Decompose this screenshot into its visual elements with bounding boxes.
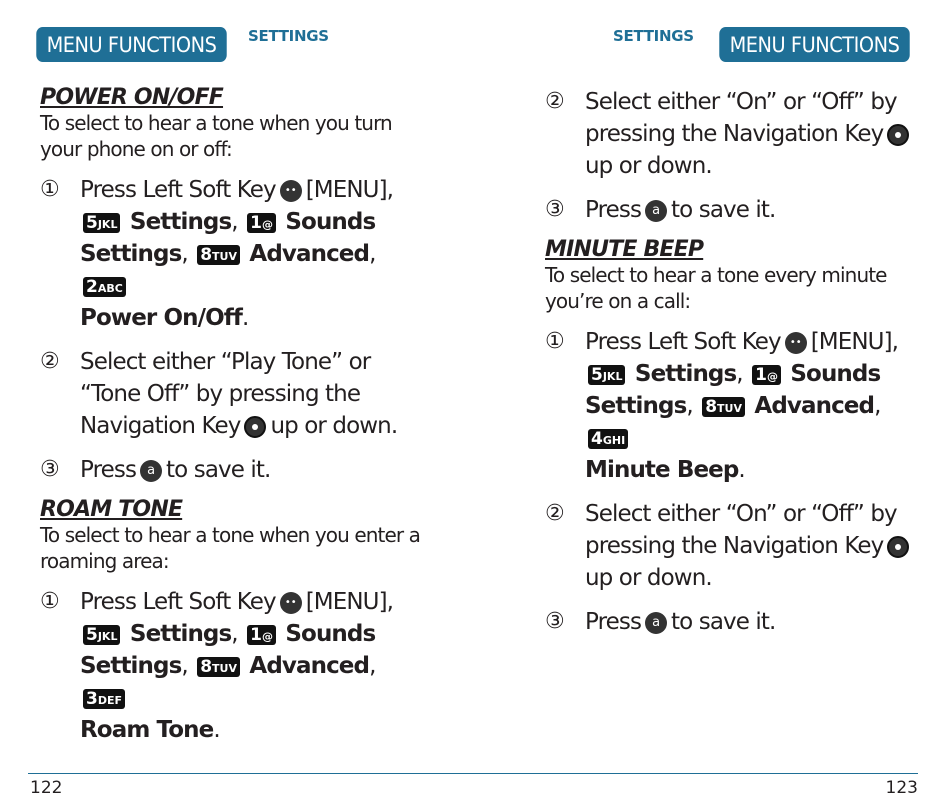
section-label-right: SETTINGS — [613, 27, 694, 45]
left-page — [40, 86, 420, 746]
menu-functions-tab-right: MENU FUNCTIONS — [719, 27, 909, 62]
heading-minute-beep: MINUTE BEEP — [545, 237, 704, 262]
step-text: Select either “On” or “Off” by pressing the Navigation Key — [585, 89, 897, 147]
power-step-1: ① Press Left Soft Key •• [MENU], 5JKL Settings, 1@ Sounds Settings, 8TUV Advanced, 2ABC Power On/Off. — [40, 174, 420, 334]
left-soft-key-icon: •• — [280, 180, 302, 202]
roam-description: To select to hear a tone when you enter a roaming area: — [40, 523, 421, 573]
key-8-icon: 8TUV — [702, 397, 745, 417]
menu-item-settings: Settings — [129, 621, 232, 647]
step-number: ② — [40, 349, 59, 374]
step-number: ① — [545, 329, 564, 354]
power-description: To select to hear a tone when you turn your phone on or off: — [40, 111, 392, 161]
step-number: ③ — [40, 457, 59, 482]
ok-key-icon: a — [645, 200, 667, 222]
key-1-icon: 1@ — [247, 213, 276, 233]
menu-functions-tab-left: MENU FUNCTIONS — [36, 27, 226, 62]
navigation-key-icon — [887, 124, 909, 146]
step-number: ③ — [545, 609, 564, 634]
step-number: ② — [545, 501, 564, 526]
step-text: [MENU], — [810, 329, 899, 355]
key-4-icon: 4GHI — [588, 429, 628, 449]
key-5-icon: 5JKL — [83, 213, 120, 233]
menu-item-sounds-settings: Sounds Settings — [80, 621, 376, 679]
left-soft-key-icon: •• — [785, 332, 807, 354]
key-2-icon: 2ABC — [83, 277, 126, 297]
key-8-icon: 8TUV — [197, 657, 240, 677]
step-text: Select either “On” or “Off” by pressing the Navigation Key — [585, 501, 897, 559]
step-text: to save it. — [166, 457, 271, 483]
menu-item-power-on-off: Power On/Off — [80, 305, 242, 331]
key-3-icon: 3DEF — [83, 689, 125, 709]
step-number: ① — [40, 177, 59, 202]
menu-item-settings: Settings — [634, 361, 737, 387]
minute-description: To select to hear a tone every minute you’re on a call: — [545, 263, 887, 313]
step-text: Press Left Soft Key — [80, 589, 276, 615]
key-1-icon: 1@ — [752, 365, 781, 385]
step-number: ② — [545, 89, 564, 114]
minute-step-2 — [545, 498, 920, 594]
step-text: up or down. — [585, 153, 712, 179]
step-text: [MENU], — [305, 589, 394, 615]
right-page — [545, 86, 920, 638]
menu-item-sounds-settings: Sounds Settings — [585, 361, 881, 419]
menu-item-advanced: Advanced — [754, 393, 875, 419]
step-text: Press Left Soft Key — [585, 329, 781, 355]
key-5-icon: 5JKL — [83, 625, 120, 645]
left-soft-key-icon: •• — [280, 592, 302, 614]
step-text: up or down. — [270, 413, 398, 439]
footer-divider — [28, 773, 918, 774]
step-number: ③ — [545, 197, 564, 222]
step-text: up or down. — [585, 565, 712, 591]
menu-item-advanced: Advanced — [249, 653, 370, 679]
navigation-key-icon — [887, 536, 909, 558]
menu-item-minute-beep: Minute Beep — [585, 457, 739, 483]
menu-item-roam-tone: Roam Tone — [80, 717, 214, 743]
minute-step-1: ① Press Left Soft Key •• [MENU], 5JKL Settings, 1@ Sounds Settings, 8TUV Advanced, 4GHI Minute Beep. — [545, 326, 920, 486]
step-number: ① — [40, 589, 59, 614]
section-label-left: SETTINGS — [248, 27, 329, 45]
minute-step-3 — [545, 606, 920, 638]
key-1-icon: 1@ — [247, 625, 276, 645]
page-number-right: 123 — [885, 778, 918, 798]
roam-step-2 — [545, 86, 920, 182]
step-text: Press — [585, 609, 642, 635]
power-step-3 — [40, 454, 420, 486]
roam-step-1: ① Press Left Soft Key •• [MENU], 5JKL Settings, 1@ Sounds Settings, 8TUV Advanced, 3DEF Roam Tone. — [40, 586, 420, 746]
step-text: Select either “Play Tone” or “Tone Off” by pressing the Navigation Key — [80, 349, 371, 439]
menu-item-advanced: Advanced — [249, 241, 370, 267]
key-8-icon: 8TUV — [197, 245, 240, 265]
step-text: [MENU], — [305, 177, 394, 203]
step-text: Press Left Soft Key — [80, 177, 276, 203]
menu-item-sounds-settings: Sounds Settings — [80, 209, 376, 267]
step-text: Press — [585, 197, 642, 223]
roam-step-3 — [545, 194, 920, 226]
step-text: to save it. — [671, 197, 776, 223]
heading-power-on-off: POWER ON/OFF — [40, 85, 224, 110]
key-5-icon: 5JKL — [588, 365, 625, 385]
heading-roam-tone: ROAM TONE — [40, 497, 183, 522]
menu-item-settings: Settings — [129, 209, 232, 235]
power-step-2 — [40, 346, 420, 442]
ok-key-icon: a — [140, 460, 162, 482]
step-text: Press — [80, 457, 137, 483]
page-number-left: 122 — [30, 778, 63, 798]
navigation-key-icon — [244, 416, 266, 438]
ok-key-icon: a — [645, 612, 667, 634]
step-text: to save it. — [671, 609, 776, 635]
